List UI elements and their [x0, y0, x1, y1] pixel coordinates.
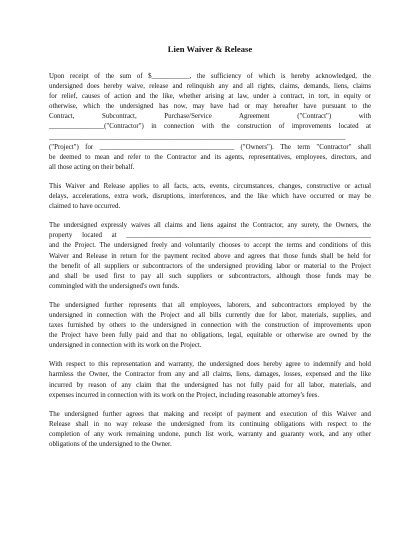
paragraph [49, 72, 371, 173]
text-line: Contract, Subcontract, Purchase/Service Agreement ("Contract") with [49, 113, 371, 121]
paragraph [49, 360, 371, 400]
text-line: expenses incurred in connection with its work on the Project, including reasonable attorney's fees. [49, 391, 320, 399]
text-line: The undersigned further agrees that making and receipt of payment and execution of this Waiver and [49, 410, 371, 418]
text-line: The undersigned further represents that all employees, laborers, and subcontractors employed by the [49, 301, 371, 309]
text-line: The undersigned expressly waives all claims and liens against the Contractor, any surety, the Owners, the [49, 222, 371, 230]
text-line: Waiver and Release in return for the payment recited above and agrees that those funds shall be held for [49, 252, 371, 260]
text-line: ________________("Contractor") in connection with the construction of improvements located at [49, 123, 371, 131]
text-line: and the Project. The undersigned freely and voluntarily chooses to accept the terms and conditions of this [49, 242, 371, 250]
text-line: undersigned does hereby waive, release and relinquish any and all rights, claims, demands, liens, claims [49, 83, 371, 91]
text-line: undersigned in connection with its work on the Project. [49, 342, 202, 350]
text-line: Upon receipt of the sum of $___________, the sufficiency of which is hereby acknowledged, the [49, 73, 371, 80]
text-line: taxes furnished by others to the undersigned in connection with the construction of improvements upon [49, 322, 371, 330]
text-line: claimed to have occurred. [49, 203, 121, 211]
text-line: be deemed to mean and refer to the Contractor and its agents, representatives, employees, directors, and [49, 153, 371, 161]
text-line: obligations of the undersigned to the Owner. [49, 441, 172, 448]
text-line: delays, accelerations, extra work, disruptions, interferences, and the like which have occurred or may be [49, 193, 371, 201]
text-line: the Project have been fully paid and that no obligations, legal, equitable or otherwise are owned by the [49, 332, 371, 340]
text-line: harmless the Owner, the Contractor from any and all claims, liens, damages, losses, expensed and the like [49, 371, 371, 379]
text-line: incurred by reason of any claim that the undersigned has not fully paid for all labor, materials, and [49, 381, 371, 389]
text-line: ("Project") for _______________________________________ ("Owners"). The term "Contractor" shall [49, 143, 371, 151]
text-line: This Waiver and Release applies to all facts, acts, events, circumstances, changes, constructive or actual [49, 182, 371, 190]
paragraph [49, 182, 371, 212]
text-line: undersigned in connection with the Project and all bills currently due for labor, materials, supplies, and [49, 311, 371, 319]
text-line: for relief, causes of action and the like, whether arising at law, under a contract, in tort, in equity or [49, 93, 371, 101]
paragraph [49, 410, 371, 450]
text-line: all those acting on their behalf. [49, 163, 135, 171]
text-line: commingled with the undersigned's own funds. [49, 282, 180, 290]
text-line: and shall be used first to pay all such suppliers or subcontractors, although those funds may be [49, 272, 371, 280]
text-line: With respect to this representation and warranty, the undersigned does hereby agree to indemnify and hold [49, 361, 371, 369]
text-line: otherwise, which the undersigned has now, may have had or may hereafter have pursuant to the [49, 103, 371, 111]
text-line: completion of any work remaining undone, punch list work, warranty and guaranty work, and any other [49, 430, 371, 438]
document-title: Lien Waiver & Release [167, 44, 253, 54]
document-body [49, 72, 371, 450]
text-line: ______________________________________________________________________________________ [49, 133, 346, 141]
text-line: Release shall in no way release the undersigned from its continuing obligations with respect to the [49, 420, 371, 428]
paragraph [49, 301, 371, 351]
text-line: property located at _______________________________________________________________________ [49, 232, 371, 240]
text-line: the benefit of all suppliers or subcontractors of the undersigned providing labor or material to the Project [49, 262, 371, 270]
paragraph [49, 221, 371, 292]
